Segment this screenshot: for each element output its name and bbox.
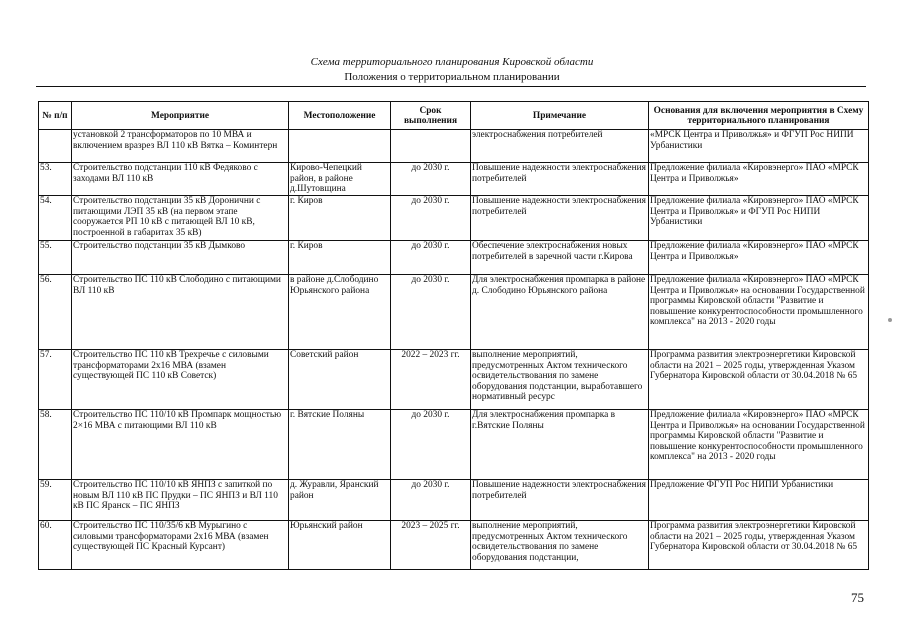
cell-term: 2023 – 2025 гг. [391, 521, 471, 570]
table-row [39, 480, 869, 521]
cell-location: г. Вятские Поляны [289, 410, 391, 480]
cell-term: до 2030 г. [391, 163, 471, 196]
cell-location: Кирово-Чепецкий район, в районе д.Шутовщина [289, 163, 391, 196]
table-row [39, 196, 869, 241]
header-location: Местоположение [289, 102, 391, 130]
table-row [39, 521, 869, 570]
cell-location: Юрьянский район [289, 521, 391, 570]
cell-num: 57. [39, 350, 72, 410]
cell-basis: Предложение филиала «Кировэнерго» ПАО «МРСК Центра и Приволжья» и ФГУП Рос НИПИ Урбанистики [649, 196, 869, 241]
planning-table [38, 101, 869, 570]
cell-activity: Строительство подстанции 35 кВ Дымково [72, 241, 289, 275]
cell-basis: Предложение ФГУП Рос НИПИ Урбанистики [649, 480, 869, 521]
cell-note: Повышение надежности электроснабжения потребителей [471, 480, 649, 521]
cell-activity: установкой 2 трансформаторов по 10 МВА и включением вразрез ВЛ 110 кВ Вятка – Коминтерн [72, 130, 289, 163]
cell-term: до 2030 г. [391, 410, 471, 480]
document-title: Схема территориального планирования Кировской области [310, 56, 594, 68]
cell-basis: Предложение филиала «Кировэнерго» ПАО «МРСК Центра и Приволжья» на основании Государственной программы Кировской области "Развитие и повышение конкурентоспособности промышленного комплекса" на 2013 - 2020 годы [649, 275, 869, 350]
header-note: Примечание [471, 102, 649, 130]
cell-activity: Строительство ПС 110/10 кВ Промпарк мощностью 2×16 МВА с питающими ВЛ 110 кВ [72, 410, 289, 480]
cell-note: выполнение мероприятий, предусмотренных Актом технического освидетельствования по замене оборудования подстанции, выработавшего нормативный ресурс [471, 350, 649, 410]
cell-num: 53. [39, 163, 72, 196]
cell-note: Для электроснабжения промпарка в районе д. Слободино Юрьянского района [471, 275, 649, 350]
page-number: 75 [851, 590, 864, 605]
header-activity: Мероприятие [72, 102, 289, 130]
cell-term [391, 130, 471, 163]
cell-note: электроснабжения потребителей [471, 130, 649, 163]
cell-term: до 2030 г. [391, 241, 471, 275]
header-divider [36, 86, 866, 87]
table-row [39, 241, 869, 275]
cell-basis: Программа развития электроэнергетики Кировской области на 2021 – 2025 годы, утвержденная Указом Губернатора Кировской области от 30.04.2018 № 65 [649, 350, 869, 410]
cell-location: г. Киров [289, 241, 391, 275]
cell-location: в районе д.Слободино Юрьянского района [289, 275, 391, 350]
table-row [39, 130, 869, 163]
cell-num: 56. [39, 275, 72, 350]
cell-basis: Предложение филиала «Кировэнерго» ПАО «МРСК Центра и Приволжья» [649, 163, 869, 196]
cell-note: Обеспечение электроснабжения новых потребителей в заречной части г.Кирова [471, 241, 649, 275]
cell-activity: Строительство ПС 110 кВ Слободино с питающими ВЛ 110 кВ [72, 275, 289, 350]
table-row [39, 410, 869, 480]
cell-activity: Строительство подстанции 110 кВ Федяково с заходами ВЛ 110 кВ [72, 163, 289, 196]
table-row [39, 350, 869, 410]
cell-location [289, 130, 391, 163]
header-num: № п/п [39, 102, 72, 130]
cell-note: Для электроснабжения промпарка в г.Вятские Поляны [471, 410, 649, 480]
header-basis: Основания для включения мероприятия в Схему территориального планирования [649, 102, 869, 130]
document-subtitle: Положения о территориальном планировании [344, 71, 560, 83]
cell-note: Повышение надежности электроснабжения потребителей [471, 163, 649, 196]
cell-location: д. Журавли, Яранский район [289, 480, 391, 521]
cell-activity: Строительство ПС 110 кВ Трехречье с силовыми трансформаторами 2x16 МВА (взамен существующей ПС 110 кВ Советск) [72, 350, 289, 410]
table-header-row [39, 102, 869, 130]
cell-activity: Строительство ПС 110/35/6 кВ Мурыгино с силовыми трансформаторами 2x16 МВА (взамен существующей ПС Красный Курсант) [72, 521, 289, 570]
cell-basis: Предложение филиала «Кировэнерго» ПАО «МРСК Центра и Приволжья» на основании Государственной программы Кировской области "Развитие и повышение конкурентоспособности промышленного комплекса" на 2013 - 2020 годы [649, 410, 869, 480]
cell-num: 55. [39, 241, 72, 275]
cell-term: до 2030 г. [391, 196, 471, 241]
cell-term: до 2030 г. [391, 275, 471, 350]
cell-activity: Строительство ПС 110/10 кВ ЯНПЗ с запиткой по новым ВЛ 110 кВ ПС Прудки – ПС ЯНПЗ и ВЛ 110 кВ ПС Яранск – ПС ЯНПЗ [72, 480, 289, 521]
cell-note: Повышение надежности электроснабжения потребителей [471, 196, 649, 241]
cell-basis: «МРСК Центра и Приволжья» и ФГУП Рос НИПИ Урбанистики [649, 130, 869, 163]
cell-num: 59. [39, 480, 72, 521]
cell-basis: Предложение филиала «Кировэнерго» ПАО «МРСК Центра и Приволжья» [649, 241, 869, 275]
cell-num: 60. [39, 521, 72, 570]
cell-num [39, 130, 72, 163]
cell-num: 58. [39, 410, 72, 480]
header-term: Срок выполнения [391, 102, 471, 130]
cell-num: 54. [39, 196, 72, 241]
cell-basis: Программа развития электроэнергетики Кировской области на 2021 – 2025 годы, утвержденная Указом Губернатора Кировской области от 30.04.2018 № 65 [649, 521, 869, 570]
table-row [39, 275, 869, 350]
cell-term: 2022 – 2023 гг. [391, 350, 471, 410]
table-row [39, 163, 869, 196]
scan-speck [888, 318, 892, 322]
cell-term: до 2030 г. [391, 480, 471, 521]
cell-note: выполнение мероприятий, предусмотренных Актом технического освидетельствования по замене оборудования подстанции, [471, 521, 649, 570]
cell-location: Советский район [289, 350, 391, 410]
cell-location: г. Киров [289, 196, 391, 241]
cell-activity: Строительство подстанции 35 кВ Доронични с питающими ЛЭП 35 кВ (на первом этапе сооружается РП 10 кВ с питающей ВЛ 10 кВ, построенной в габаритах 35 кВ) [72, 196, 289, 241]
